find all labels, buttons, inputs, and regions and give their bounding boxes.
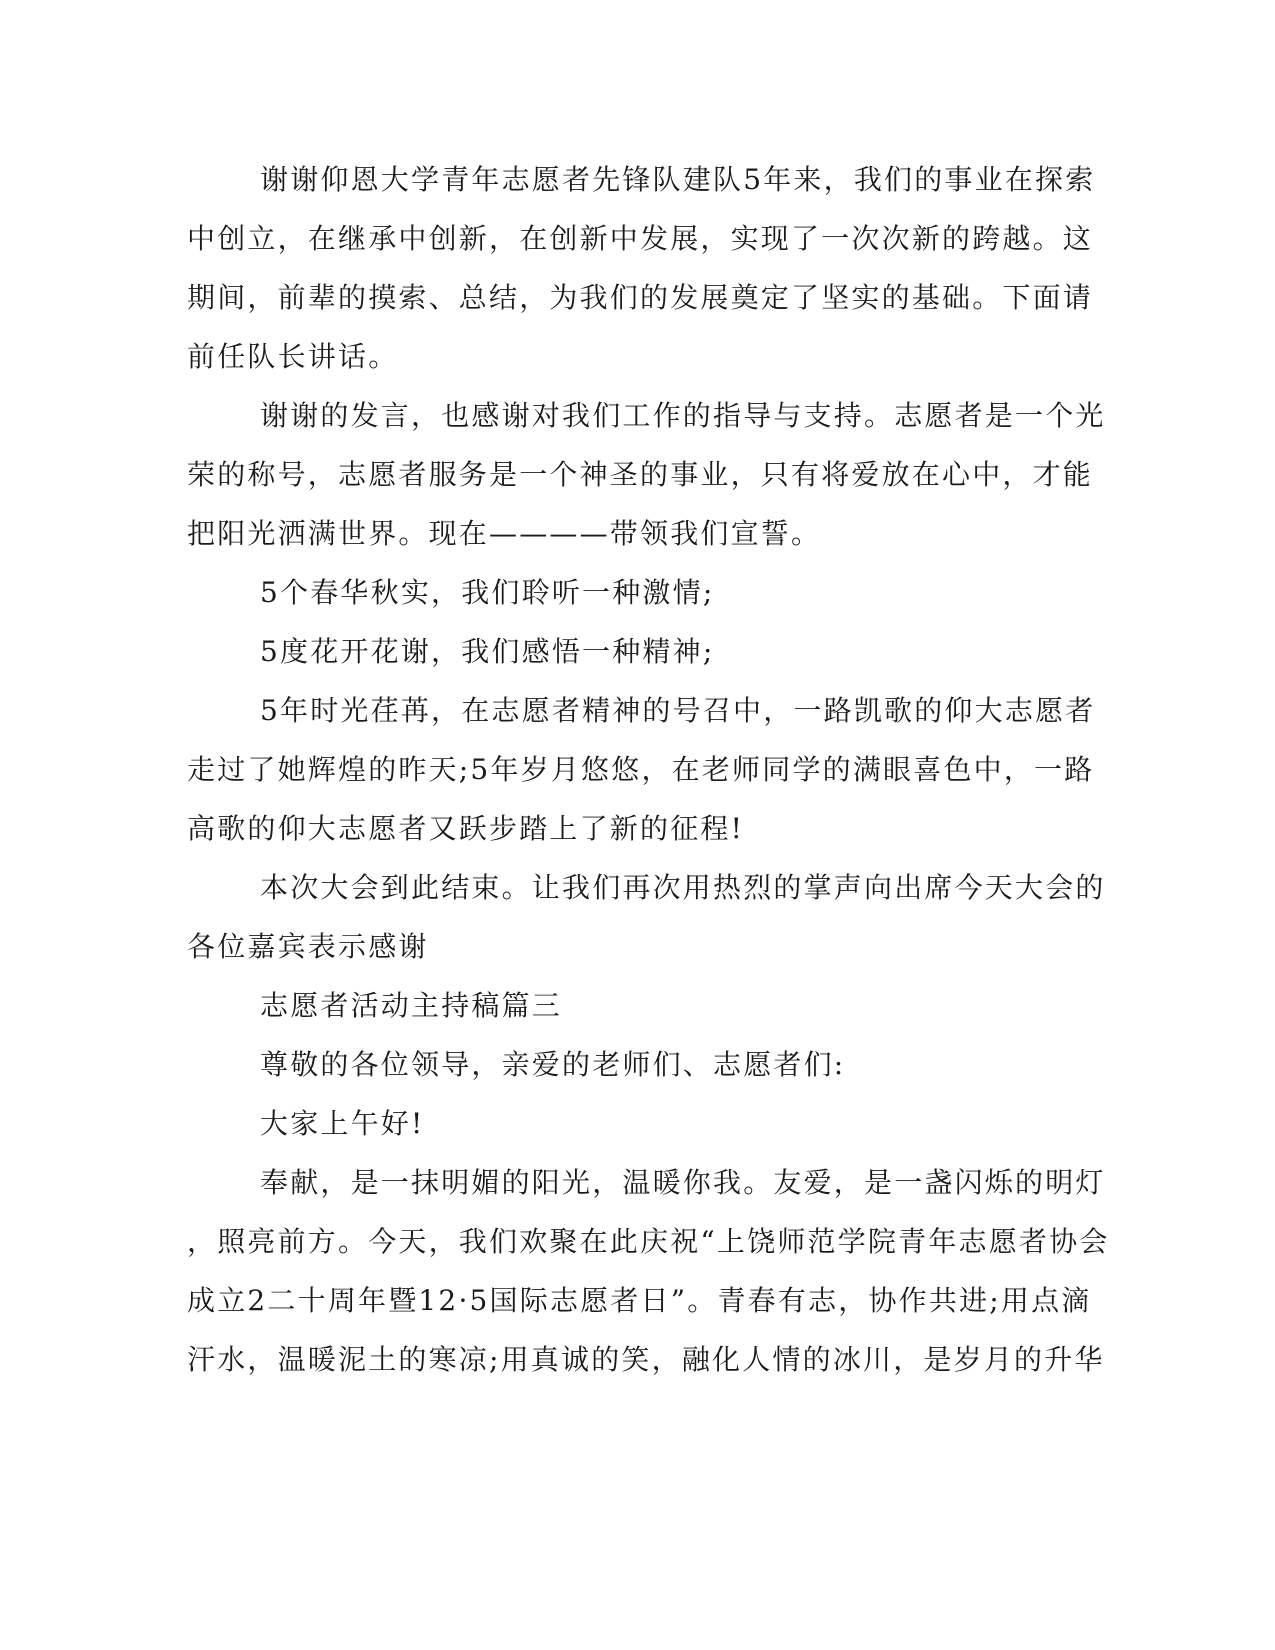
paragraph-line: 5年时光荏苒，在志愿者精神的号召中，一路凯歌的仰大志愿者	[260, 694, 1096, 727]
paragraph-line: 把阳光洒满世界。现在————带领我们宣誓。	[187, 517, 822, 550]
paragraph-line: 5个春华秋实，我们聆听一种激情;	[260, 576, 715, 609]
paragraph-line: 奉献，是一抹明媚的阳光，温暖你我。友爱，是一盏闪烁的明灯	[260, 1166, 1106, 1199]
paragraph-line: 谢谢的发言，也感谢对我们工作的指导与支持。志愿者是一个光	[260, 399, 1106, 432]
greeting-line: 大家上午好!	[260, 1107, 425, 1140]
paragraph-line: 成立2二十周年暨12·5国际志愿者日”。青春有志，协作共进;用点滴	[187, 1284, 1092, 1317]
section-heading: 志愿者活动主持稿篇三	[260, 989, 563, 1022]
paragraph-line: 期间，前辈的摸索、总结，为我们的发展奠定了坚实的基础。下面请	[187, 281, 1094, 314]
paragraph-line: 中创立，在继承中创新，在创新中发展，实现了一次次新的跨越。这	[187, 222, 1094, 255]
paragraph-line: 5度花开花谢，我们感悟一种精神;	[260, 635, 715, 668]
paragraph-line: 本次大会到此结束。让我们再次用热烈的掌声向出席今天大会的	[260, 871, 1106, 904]
paragraph-line: 各位嘉宾表示感谢	[187, 930, 429, 963]
paragraph-line: 荣的称号，志愿者服务是一个神圣的事业，只有将爱放在心中，才能	[187, 458, 1094, 491]
paragraph-line: 汗水，温暖泥土的寒凉;用真诚的笑，融化人情的冰川，是岁月的升华	[187, 1343, 1105, 1376]
paragraph-line: 高歌的仰大志愿者又跃步踏上了新的征程!	[187, 812, 745, 845]
paragraph-line: ，照亮前方。今天，我们欢聚在此庆祝“上饶师范学院青年志愿者协会	[187, 1225, 1110, 1258]
paragraph-line: 谢谢仰恩大学青年志愿者先锋队建队5年来，我们的事业在探索	[260, 163, 1096, 196]
paragraph-line: 走过了她辉煌的昨天;5年岁月悠悠，在老师同学的满眼喜色中，一路	[187, 753, 1095, 786]
salutation-line: 尊敬的各位领导，亲爱的老师们、志愿者们:	[260, 1048, 846, 1081]
paragraph-line: 前任队长讲话。	[187, 340, 399, 373]
